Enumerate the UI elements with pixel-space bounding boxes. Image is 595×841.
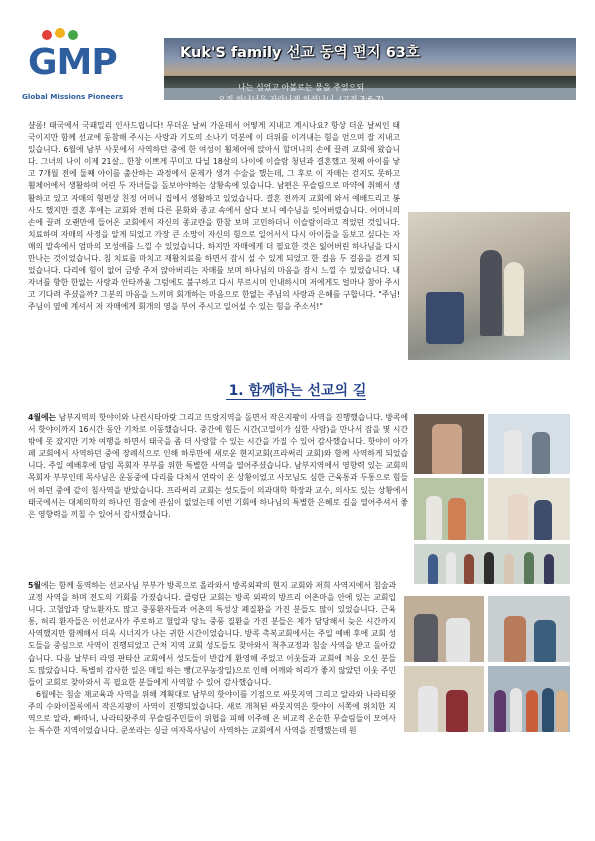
letter-title: Kuk'S family 선교 동역 편지 63호 <box>180 45 420 61</box>
may-photo-3 <box>404 666 484 732</box>
person-figure <box>494 690 506 732</box>
rehab-photo <box>408 212 570 360</box>
april-photo-3 <box>414 478 484 540</box>
april-photo-2 <box>488 414 570 474</box>
section-underline <box>226 399 366 400</box>
person-figure <box>504 616 526 662</box>
person-figure <box>510 688 522 732</box>
may-photo-2 <box>488 596 570 662</box>
logo-dot-green <box>68 30 78 40</box>
april-paragraph <box>28 412 408 521</box>
verse-line-1: 나는 심었고 아볼로는 물을 주었으되 <box>237 83 365 92</box>
may-paragraph <box>28 580 570 737</box>
person-figure <box>532 432 550 474</box>
april-photo-4 <box>488 478 570 540</box>
person-figure <box>534 620 556 662</box>
verse-line-2: 오직 하나님은 자라나게 하셨나니..(고전 3:6-7) <box>218 95 384 104</box>
person-figure <box>414 614 438 662</box>
person-figure <box>504 430 522 474</box>
may-photo-1 <box>404 596 484 662</box>
intro-text: 샬롬! 태국에서 국패밀리 인사드립니다! 무더운 날씨 가운데서 어떻게 지내고 계시나요? 항상 더운 날씨인 태국이지만 함께 선교에 동참해 주시는 사랑과 기도의 소나기 덕분에 이 더위를 이겨내는 힘을 얻으며 잘 지내고 있습니다. 6월에 남부 사뭇에서 사역하던 중에 한 여성이 휠체어에 앉아서 할머니의 손에 끌려 교회에 왔습니다. 그녀의 나이 이제 21살.. 한창 이쁘게 꾸미고 다닐 18살의 나이에 이슬람 청년과 결혼했고 첫째 아이를 낳고 7개월 전에 둘째 아이를 출산하는 과정에서 문제가 생겨 수술을 했는데, 그 후로 이 자매는 걷지도 못하고 휠체어에서 생활하며 어린 두 자녀들을 돌보아야하는 상황속에 있습니다. 남편은 무슬림으로 마약에 취해서 생활하고 있고 자매의 형편상 친정 어머니 집에서 생활하고 있었습니다. 결혼 전까지 교회에 와서 예배드리고 봉사도 했지만 결혼 후에는 교회와 전혀 다른 문화와 종교 속에서 살다 보니 예수님을 잊어버렸습니다. 어머니의 손에 끌려 오랜만에 들어온 교회에서 자신의 종교란을 한참 보며 고민하더니 이슬람이라고 적었던 것입니다. 치료하며 자매의 사정을 알게 되었고 가장 큰 소망이 자신의 힘으로 일어서서 다시 아이들을 돌보고 싶다는 자매의 말속에서 엄마의 모성애를 느낄 수 있었습니다. 하지만 자매에게 더 필요한 것은 잃어버린 하나님을 다시 만나는 것이었습니다. 침 치료를 마치고 재활치료를 하면서 잠시 설 수 있게 되었고 한 걸음 두 걸음을 걷게 되었습니다. 다리에 힘이 없어 금방 주저 앉아버리는 자매를 보며 하나님의 마음을 잠시 느낄 수 있었습니다. 내 자녀를 향한 한없는 사랑과 안타까움 그럼에도 불구하고 다시 부르시며 인내하시며 저에게도 얼마나 참아 주시고 기다려 주셨을까? 그분의 마음을 느끼며 회개하는 마음으로 한없는 주님의 사랑과 은혜를 구합니다. "주님! 주님이 옆에 계셔서 저 자매에게 회개의 영을 부어 주시고 일어설 수 있는 힘을 주소서!" <box>28 121 400 312</box>
june-text: 6월에는 침술 재교육과 사역을 위해 계획대로 남부의 핫야이를 기점으로 싸뭇지역 그리고 알라와 나라티왓 주의 수와이꼴록에서 작은지팡이 사역이 진행되었습니다. 새로 개척된 싸뭇지역은 핫야이 서쪽에 위치한 지역으로 알라, 빠따니, 나라티왓주의 무슬림주민들이 위협을 피해 이주해 온 비교적 온순한 무슬림들이 모여사는 특수한 지역이었습니다. 쿤쏘라는 싱글 여자목사님이 사역하는 교회에서 사역을 진행했는데 원 <box>28 689 396 736</box>
intro-section <box>28 120 570 366</box>
person-figure <box>542 688 554 732</box>
logo-dot-red <box>42 30 52 40</box>
person-figure <box>508 494 528 540</box>
letter-header <box>0 0 595 112</box>
person-figure <box>418 686 438 732</box>
section-title: 1. 함께하는 선교의 길 <box>228 383 367 399</box>
logo-text: GMP <box>28 42 117 83</box>
person-figure <box>556 690 568 732</box>
person-figure <box>448 498 466 540</box>
person-figure <box>446 690 468 732</box>
may-group-photo <box>488 666 570 732</box>
person-figure <box>526 690 538 732</box>
logo-dot-yellow <box>55 28 65 38</box>
april-text: 남부지역의 핫야이와 나컨시타마랏 그리고 뜨랑지역을 돌면서 작은지팡이 사역을 진행했습니다. 방콕에서 핫야이까지 16시간 동안 기차로 이동했습니다. 중간에 힘든 시간(고열이가 심한 사람)을 만나서 잠을 몇 시간밖에 못 잤지만 기차 여행을 하면서 태국을 좀 더 사랑할 수 있는 시간을 가질 수 있어 감사했습니다. 핫야이 아가페 교회에서 사역하던 중에 장례식으로 인해 하루만에 새로운 현지교회(프라써리 교회)와 함께 사역하게 되었습니다. 주일 예배후에 담임 목회자 부부를 위한 특별한 사역을 열어주셨습니다. 남부지역에서 영향력 있는 교회의 목회자 부부인데 목사님은 운동중에 다리를 다쳐서 연락이 온 상황이었고 사모님도 심한 근육통과 두통으로 힘들어 하던 중에 같이 침사역을 받았습니다. 프라써리 교회는 성도들이 의과대학 학장과 교수, 의사도 있는 상황에서 태국에서는 대체의학의 하나인 침술에 관심이 없었는데 이번 기회에 하나님의 특별한 은혜로 길을 열어주셔서 좋은 영향력을 끼칠 수 있어서 감사했습니다. <box>28 413 408 519</box>
person-figure <box>432 424 462 474</box>
person-figure <box>426 496 442 540</box>
wheelchair-shape <box>426 292 464 344</box>
may-lead: 5월 <box>28 581 41 590</box>
may-photo-collage <box>404 596 570 732</box>
person-figure <box>534 500 552 540</box>
person-figure <box>480 250 502 336</box>
april-lead: 4월에는 <box>28 413 57 422</box>
logo-subtitle: Global Missions Pioneers <box>22 92 124 101</box>
person-figure <box>504 262 524 336</box>
april-group-photo <box>414 544 570 584</box>
person-figure <box>446 618 470 662</box>
bible-verse <box>218 82 384 106</box>
april-photo-1 <box>414 414 484 474</box>
may-text: 에는 함께 동역하는 선교사님 부부가 방콕으로 올라와서 방콕외곽의 현지 교회와 저희 사역지에서 침술과 교정 사역을 하며 전도의 기회를 가졌습니다. 클렁단 교회는 방콕 외곽의 방프리 어촌마을 안에 있는 교회입니다. 고혈압과 당뇨환자도 많고 중풍환자들과 어촌의 특성상 폐질환을 가진 분들도 많이 있었습니다. 근육통, 허리 환자들은 이선교사가 주로하고 혈압과 당뇨 중풍 질환을 가진 분들은 제가 담당해서 늦은 시간까지 사역했지만 함께해서 더욱 시너지가 나는 귀한 시간이었습니다. 방콕 촉복교회에서는 주일 예배 후에 교회 성도들을 중심으로 사역이 진행되었고 근처 지역 교회 성도들도 찾아와서 척추교정과 침술 사역을 받고 돌아갔습니다. 다음 날부터 라영 판타산 교회에서 성도들이 반갑게 환영해 주었고 이웃들과 교회에 처음 오신 분들도 많았습니다. 특별히 감사한 일은 매일 하는 빵(고무농장일)으로 인해 어깨와 허리가 좋지 않았던 이웃 주민들이 교회로 찾아와서 꼭 필요한 분들에게 사역할 수 있어 감사했습니다. <box>28 581 396 687</box>
gmp-logo <box>22 26 150 112</box>
